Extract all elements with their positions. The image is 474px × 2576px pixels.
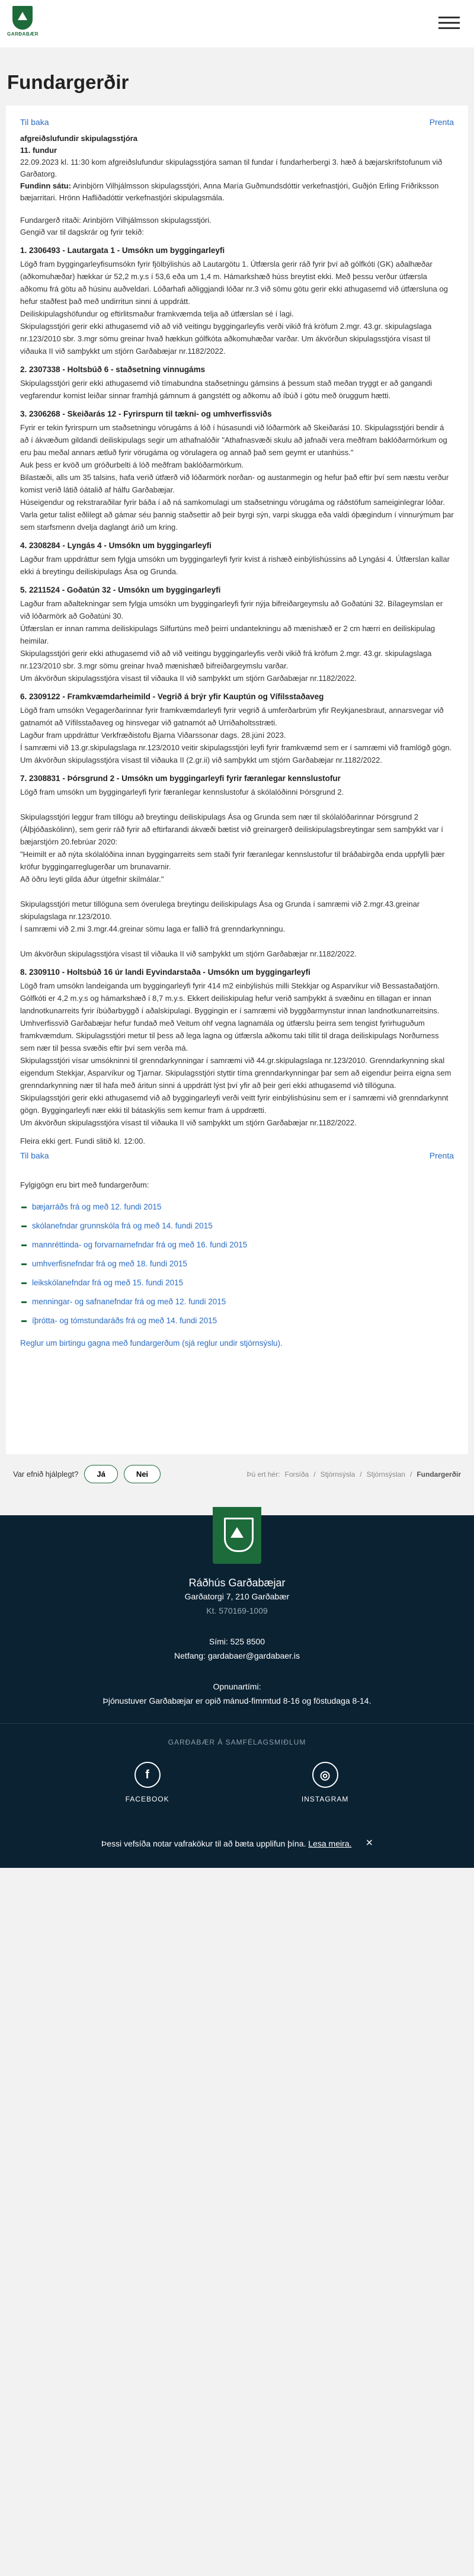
agenda-item (20, 408, 454, 533)
agenda-item-text: Fyrir er tekin fyrirspurn um staðsetningu vörugáms á lóð í húsasundi við lóðarmörk að Skeiðarási 10. Skipulagsstjóri bendir á að í ákvæðum gildandi deiliskipulags segir um athafnalóðir "Athafnasvæði skulu að jafnaði vera meðfram baklóðarmörkum og eru þau meðal annars ætluð fyrir vörugáma og vörulagera og annað það sem geymt er utanhúss." Auk þess er kvöð um gróðurbelti á lóð meðfram baklóðarmörkum. Bilastæði, alls um 35 talsins, hafa verið útfærð við lóðarmörk norðan- og austanmegin og hefur það eftir því sem næstu verður komist verið látið óátalið af hálfu Garðabæjar. Húseigendur og rekstraraðilar fyrir báða í að ná samkomulagi um staðsetningu vörugáma og ráðstöfum sameiginlegrar lóðar. Varla getur talist eðlilegt að gámar séu þannig staðsettir að þeir byrgi sýn, varpi skugga eða valdi óþægindum í vinnurýmum þar sem starfsmenn dvelja daglangt árið um kring. (20, 423, 454, 532)
agenda-item-title: 7. 2308831 - Þórsgrund 2 - Umsókn um byggingarleyfi fyrir færanlegar kennslustofur (20, 774, 341, 783)
attachment-link[interactable]: bæjarráðs frá og með 12. fundi 2015 (20, 1198, 454, 1217)
agenda-item (20, 772, 454, 960)
attendees: Fundinn sátu: Arinbjörn Vilhjálmsson skipulagsstjóri, Anna María Guðmundsdóttir verkefnastjóri, Guðjón Erling Friðriksson bæjarritari. Hrönn Hafliðadóttir verkefnastjóri skipulagsmála. (20, 181, 439, 202)
agenda-item-text: Lögð fram umsókn Vegagerðarinnar fyrir framkvæmdarleyfi fyrir vegrið á umferðarbrúm yfir Reykjanesbraut, annarsvegar við gatnamót að Vífilsstaðaveg og hinsvegar við gatnamót að Urriðaholtsstræti. Lagður fram uppdráttur Verkfræðistofu Bjarna Viðarssonar dags. 28.júní 2023. Í samræmi við 13.gr.skipulagslaga nr.123/2010 veitir skipulagsstjóri leyfi fyrir framkvæmd sem er í samræmi við framlögð gögn. Um ákvörðun skipulagsstjóra vísast til viðauka II (2.gr.ii) við samþykkt um stjórn Garðabæjar nr.1182/2022. (20, 706, 452, 764)
breadcrumb (247, 1470, 461, 1479)
site-logo[interactable] (7, 6, 38, 37)
agenda-item-text: Lögð fram umsókn landeiganda um byggingarleyfi fyrir 414 m2 einbýlishús milli Stekkjar og Asparvíkur við Bessastaðatjörn. Gólfkóti er 4,2 m.y.s og hámarkshæð í 8,7 m.y.s. Ekkert deiliskipulag hefur verið samþykkt á svæðinu en tillagan er innan landnotkunarreits fyrir íbúðarbyggð í aðalskipulagi. Byggingin er í samræmi við byggðarmynstur innan landnotkunarreitsins. Umhverfissvið Garðabæjar hefur fundað með Veitum ohf vegna lagnamála og útfærslu þeirra sem tengist fyrirhuguðum framkvæmdum. Skipulagsstjóri metur til þess að lega lagna og útfærsla aðkomu taki tillit til draga deiliskipulags Norðurness sem nær til þessa svæðis eftir því sem verða má. Skipulagsstjóri vísar umsókninni til grenndarkynningar í samræmi við 44.gr.skipulagslaga nr.123/2010. Grenndarkynning skal eigendum Stekkjar, Asparvíkur og Tjarnar. Skipulagsstjóri styttir tíma grenndarkynningar þar sem að eigendur þeirra eigna sem grenndarkynning nær til hafa með áritun sinni á uppdrátt lýst því yfir að þeir geri ekki athugasemd við tillöguna. Skipulagsstjóri gerir ekki athugasemd við að byggingarleyfi verði veitt fyrir einbýlishúsinu sem er í samræmi við grenndarkynnt gögn. Byggingarleyfi nær ekki til bátaskýlis sem kemur fram á uppdrætti. Um ákvörðun skipulagsstjóra vísast til viðauka II við samþykkt um stjórn Garðabæjar nr.1182/2022. (20, 981, 451, 1127)
instagram-link[interactable]: ◎ INSTAGRAM (302, 1762, 348, 1803)
footer-kt: Kt. 570169-1009 (206, 1606, 268, 1615)
toolbar (20, 117, 454, 127)
meeting-intro: 22.09.2023 kl. 11:30 kom afgreiðslufundur skipulagsstjóra saman til fundar í fundarherbergi 3. hæð á bæjarskrifstofunum við Garðatorg. (20, 158, 443, 178)
site-footer (0, 1515, 474, 1827)
attachments-list (20, 1198, 454, 1330)
attachment-link[interactable]: umhverfisnefndar frá og með 18. fundi 2015 (20, 1255, 454, 1273)
recorder: Fundargerð ritaði: Arinbjörn Vilhjálmsson skipulagsstjóri. (20, 216, 212, 225)
agenda-item-text: Lagður fram aðaltekningar sem fylgja umsókn um byggingarleyfi fyrir nýja bifreiðargeymslu að Goðatúni 32. Bílageymslan er við lóðarmörk að Goðatúni 30. Útfærslan er innan ramma deiliskipulags Silfurtúns með þeirri undantekningu að mænishæð er 2 cm hærri en deiliskipulag heimilar. Skipulagsstjóri gerir ekki athugasemd við að við veitingu byggingarleyfis verði vikið frá kröfum 2.mgr. 43.gr. skipulagslaga nr.123/2010 sbr. 3.mgr sömu greinar hvað mænishæð bifreiðargeymslu varðar. Um ákvörðun skipulagsstjóra vísast til viðauka II við samþykkt um stjórn Garðabæjar nr.1182/2022. (20, 599, 443, 683)
attachment-link[interactable]: skólanefndar grunnskóla frá og með 14. fundi 2015 (20, 1217, 454, 1236)
back-link-bottom[interactable]: Til baka (20, 1151, 49, 1160)
minutes-card (6, 105, 468, 1454)
agenda-item (20, 244, 454, 357)
yes-button[interactable]: Já (84, 1465, 117, 1483)
agenda-intro: Gengið var til dagskrár og fyrir tekið: (20, 228, 144, 236)
footer-social-heading: GARÐABÆR Á SAMFÉLAGSMIÐLUM (0, 1723, 474, 1746)
agenda-item-title: 8. 2309110 - Holtsbúð 16 úr landi Eyvindarstaða - Umsókn um byggingarleyfi (20, 968, 310, 977)
agenda-item-title: 1. 2306493 - Lautargata 1 - Umsókn um byggingarleyfi (20, 246, 225, 255)
breadcrumb-separator: / (360, 1470, 362, 1479)
breadcrumb-item[interactable]: Forsíða (284, 1470, 309, 1479)
attachment-link[interactable]: leikskólanefndar frá og með 15. fundi 2015 (20, 1273, 454, 1292)
breadcrumb-item[interactable]: Stjórnsýsla (320, 1470, 356, 1479)
agenda-item-title: 3. 2306268 - Skeiðarás 12 - Fyrirspurn til tækni- og umhverfissviðs (20, 409, 272, 418)
toolbar-bottom (20, 1151, 454, 1160)
site-header (0, 0, 474, 47)
breadcrumb-item[interactable]: Fundargerðir (417, 1470, 461, 1479)
regulation-link[interactable]: Reglur um birtingu gagna með fundargerðum (sjá reglur undir stjórnsýslu). (20, 1339, 283, 1348)
attachment-link[interactable]: mannréttinda- og forvarnarnefndar frá og með 16. fundi 2015 (20, 1236, 454, 1255)
footer-hours: Þjónustuver Garðabæjar er opið mánud-fimmtud 8-16 og föstudaga 8-14. (103, 1696, 371, 1705)
breadcrumb-item[interactable]: Stjórnsýslan (366, 1470, 405, 1479)
cookie-text: Þessi vefsíða notar vafrakökur til að bæta upplifun þína. Lesa meira. (101, 1838, 352, 1848)
agenda-item-title: 6. 2309122 - Framkvæmdarheimild - Vegrið á brýr yfir Kauptún og Vífilsstaðaveg (20, 692, 324, 701)
footer-email[interactable]: Netfang: gardabaer@gardabaer.is (174, 1651, 300, 1660)
attachment-link[interactable]: menningar- og safnanefndar frá og með 12. fundi 2015 (20, 1292, 454, 1311)
breadcrumb-separator: / (409, 1470, 412, 1479)
agenda-item (20, 966, 454, 1129)
print-link-bottom[interactable]: Prenta (429, 1151, 454, 1160)
footer-hours-label: Opnunartími: (213, 1682, 261, 1691)
footer-phone[interactable]: Sími: 525 8500 (209, 1637, 265, 1646)
social-links (0, 1762, 474, 1803)
facebook-link[interactable]: f FACEBOOK (126, 1762, 169, 1803)
agenda-item-text: Skipulagsstjóri gerir ekki athugasemd við tímabundna staðsetningu gámsins á þessum stað meðan tryggt er að gangandi vegfarendur komist leiðar sinnar framhjá gámnum á gangstétt og aðkomu að íbúð í götu með öruggum hætti. (20, 379, 433, 400)
breadcrumb-prefix: Þú ert hér: (246, 1470, 280, 1479)
meeting-meta (20, 133, 454, 238)
breadcrumb-separator: / (313, 1470, 316, 1479)
footer-shield-icon (213, 1507, 261, 1564)
meeting-number: 11. fundur (20, 146, 57, 155)
page-title: Fundargerðir (7, 71, 129, 93)
agenda-item-text: Lagður fram uppdráttur sem fylgja umsókn um byggingarleyfi fyrir kvist á rishæð einbýlishússins að Lyngási 4. Útfærslan kallar ekki á breytingu deiliskipulags Ása og Grunda. (20, 555, 450, 576)
footer-name: Ráðhús Garðabæjar (188, 1577, 286, 1589)
facebook-icon: f (134, 1762, 161, 1788)
close-icon[interactable]: × (366, 1836, 373, 1849)
feedback-question: Var efnið hjálplegt? (13, 1470, 79, 1479)
back-link[interactable]: Til baka (20, 117, 49, 127)
agenda-item (20, 539, 454, 578)
logo-text: GARÐABÆR (7, 31, 39, 37)
agenda-item (20, 363, 454, 402)
agenda-item-text: Lögð fram umsókn um byggingarleyfi fyrir færanlegar kennslustofur á skólalóðinni Þórsgrund 2. Skipulagsstjóri leggur fram tillögu að breytingu deiliskipulags Ása og Grunda sem nær til skólalóðarinnar Þórsgrund 2 (Álþjóðaskólinn), sem gerir ráð fyrir að eftirfarandi ákvæði bætist við greinargerð deiliskipulagsbreytingar sem samþykkt var í bæjarstjórn 20.febrúar 2020: "Heimilt er að nýta skólalóðina innan byggingarreits sem staði fyrir færanlegar kennslustofur til bráðabirgða enda uppfylli þær kröfur byggingarreglugerðar um brunavarnir. Að öðru leyti gilda áður útgefnir skilmálar." Skipulagsstjóri metur tillöguna sem óverulega breytingu deiliskipulags Ása og Grunda í samræmi við 2.mgr.43.greinar skipulagslaga nr.123/2010. Í samræmi við 2.mi 3.mgr.44.greinar sömu laga er fallið frá grenndarkynningu. Um ákvörðun skipulagsstjóra vísast til viðauka II við samþykkt um stjórn Garðabæjar nr.1182/2022. (20, 788, 445, 958)
hamburger-icon[interactable] (438, 17, 460, 30)
instagram-icon: ◎ (312, 1762, 338, 1788)
attachment-link[interactable]: íþrótta- og tómstundaráðs frá og með 14. fundi 2015 (20, 1311, 454, 1330)
committee-name: afgreiðslufundir skipulagsstjóra (20, 134, 137, 143)
agenda-items (20, 244, 454, 1129)
print-link[interactable]: Prenta (429, 117, 454, 127)
agenda-item-title: 4. 2308284 - Lyngás 4 - Umsókn um byggingarleyfi (20, 541, 212, 550)
agenda-item-title: 2. 2307338 - Holtsbúð 6 - staðsetning vinnugáms (20, 365, 206, 374)
no-button[interactable]: Nei (124, 1465, 161, 1483)
cookie-banner (0, 1827, 474, 1868)
agenda-item (20, 584, 454, 684)
closing-line: Fleira ekki gert. Fundi slitið kl. 12:00. (20, 1137, 145, 1145)
agenda-item (20, 690, 454, 766)
agenda-item-text: Lögð fram byggingarleyfisumsókn fyrir fjölbýlishús að Lautargötu 1. Útfærsla gerir ráð fyrir því að gólfkóti (GK) aðalhæðar (aðkomuhæðar) hækkar úr 52,2 m.y.s í 53,6 eða um 1,4 m. Hámarkshæð húss breytist ekki. Með þessu verður útfærsla aðkomu frá götu að húsinu auðveldari. Lóðarhafi aðliggjandi lóðar nr.3 við sömu götu gerir ekki athugasemd við útfærsluna og hefur staðfest það með undirritun sinni á uppdrátt. Deiliskipulagshöfundur og eftirlitsmaður framkvæmda telja að útfærslan sé í lagi. Skipulagsstjóri gerir ekki athugasemd við að við veitingu byggingarleyfis verði vikið frá kröfum 2.mgr. 43.gr. skipulagslaga nr.123/2010 sbr. 3.mgr sömu greinar hvað hækkun gólfkóta aðkomuhæðar varðar. Um ákvörðun skipulagsstjóra vísast til viðauka II við samþykkt um stjórn Garðabæjar nr.1182/2022. (20, 260, 448, 356)
cookie-read-more-link[interactable]: Lesa meira. (308, 1838, 352, 1848)
agenda-item-title: 5. 2211524 - Goðatún 32 - Umsókn um byggingarleyfi (20, 585, 221, 594)
gardabaer-shield-icon (12, 6, 33, 30)
attachments-title: Fylgigögn eru birt með fundargerðum: (20, 1180, 149, 1189)
feedback-bar (0, 1454, 474, 1494)
footer-address: Garðatorgi 7, 210 Garðabær (184, 1592, 290, 1601)
